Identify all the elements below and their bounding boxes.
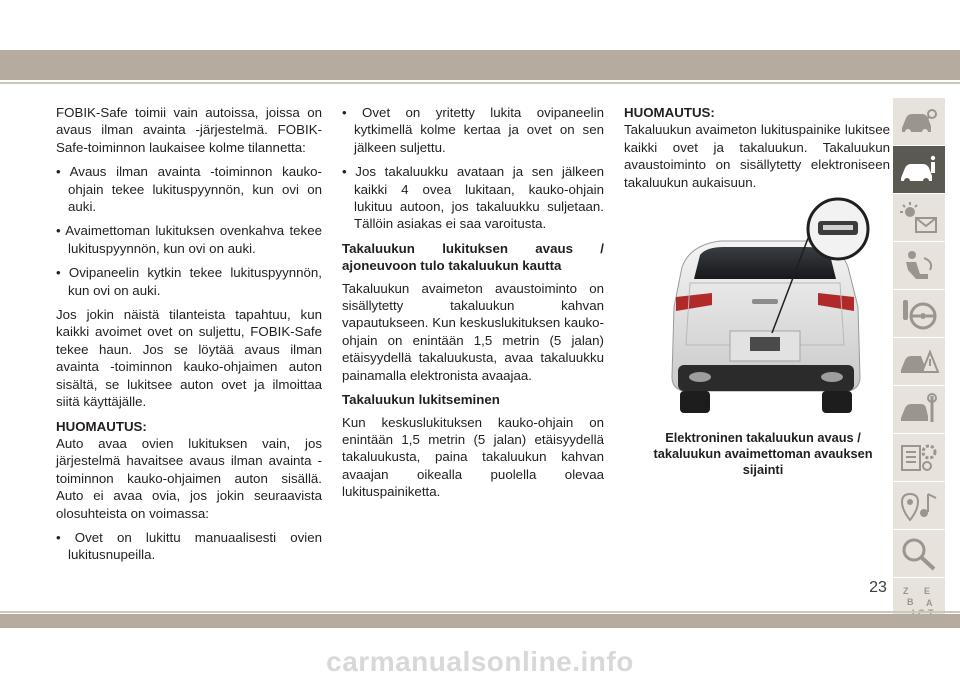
section-heading: Takaluukun lukitseminen [342, 392, 500, 408]
car-info-icon [898, 152, 940, 188]
note-text: Takaluukun avaimeton lukituspainike lukitsee kaikki ovet ja takaluukun. Takaluukun avaustoiminto on sisällytetty elektroniseen takaluukun aukaisuun. [624, 122, 890, 190]
warning-lights-message-icon [898, 200, 940, 236]
tab-emergency[interactable] [893, 338, 945, 385]
svg-text:E: E [924, 585, 931, 596]
note-heading: HUOMAUTUS: [624, 105, 715, 120]
column-2 [342, 104, 604, 508]
svg-text:Z: Z [903, 585, 909, 596]
tab-warning-lights[interactable] [893, 194, 945, 241]
bullet-item: • Avaimettoman lukituksen ovenkahva tekee lukituspyynnön, kun ovi on auki. [56, 223, 322, 256]
note-heading: HUOMAUTUS: [56, 418, 147, 434]
airbag-seat-icon [898, 248, 940, 284]
bullet-item: • Jos takaluukku avataan ja sen jälkeen kaikki 4 ovea lukitaan, kauko-ohjain lukituu autoon, jos takaluukku suljetaan. Tällöin asiakas ei saa varoitusta. [342, 164, 604, 232]
tab-multimedia[interactable] [893, 482, 945, 529]
music-navigation-icon [898, 488, 940, 524]
tab-service[interactable] [893, 386, 945, 433]
tab-car-key[interactable] [893, 98, 945, 145]
bullet-item: • Ovet on yritetty lukita ovipaneelin kytkimellä kolme kertaa ja ovet on sen jälkeen suljettu. [342, 105, 604, 155]
column-3 [624, 104, 890, 198]
tab-car-info[interactable] [893, 146, 945, 193]
header-rule [0, 82, 960, 84]
watermark: carmanualsonline.info [326, 646, 634, 677]
car-service-tools-icon [898, 392, 940, 428]
search-icon [898, 536, 940, 572]
bullet-item: • Ovet on lukittu manuaalisesti ovien lukitusnupeilla. [56, 529, 322, 563]
body-paragraph: Jos jokin näistä tilanteista tapahtuu, kun kaikki avoimet ovet on suljettu, FOBIK-Safe tekee haun. Jos se löytää avaus ilman avainta -toiminnon kauko-ohjaimen auton sisältä, se lukitsee auton ovet ja ilmoittaa siitä käyttäjälle. [56, 307, 322, 410]
section-heading: Takaluukun lukituksen avaus / ajoneuvoon tulo takaluukun kautta [342, 240, 604, 274]
svg-text:A: A [926, 597, 933, 608]
column-1 [56, 104, 322, 571]
note-text: Auto avaa ovien lukituksen vain, jos järjestelmä havaitsee avaus ilman avainta -toiminnon kauko-ohjaimen auton sisällä. Auto ei avaa ovia, jos jokin seuraavista olosuhteista on voimassa: [56, 435, 322, 521]
car-key-icon [898, 104, 940, 140]
svg-text:B: B [907, 596, 914, 607]
body-paragraph: Takaluukun avaimeton avaustoiminto on sisällytetty takaluukun kahvan vapautukseen. Kun keskuslukituksen kauko-ohjain on enintään 1,5 metrin (5 jalan) etäisyydellä takaluukusta, avaa takaluukku painamalla elektronista avaajaa. [342, 280, 604, 383]
tab-safety[interactable] [893, 242, 945, 289]
footer-band [0, 614, 960, 628]
footer-rule [0, 611, 960, 613]
liftgate-photo [660, 197, 872, 419]
roadside-emergency-icon [898, 344, 940, 380]
tab-customer-assistance[interactable] [893, 530, 945, 577]
header-band [0, 50, 960, 80]
body-paragraph: Kun keskuslukituksen kauko-ohjain on enintään 1,5 metrin (5 jalan) etäisyydellä takaluukusta, paina takaluukun kahvan avaajan oikealla puolella olevaa lukituspainiketta. [342, 414, 604, 500]
steering-wheel-icon [898, 296, 940, 332]
intro-paragraph: FOBIK-Safe toimii vain autoissa, joissa on avaus ilman avainta -järjestelmä. FOBIK-Safe-toiminnon laukaisee kolme tilannetta: [56, 105, 322, 155]
tab-maintenance[interactable] [893, 434, 945, 481]
maintenance-settings-icon [898, 440, 940, 476]
page-number: 23 [869, 579, 887, 596]
bullet-item: • Avaus ilman avainta -toiminnon kauko-ohjain tekee lukituspyynnön, kun ovi on auki. [56, 164, 322, 215]
chapter-tabs [893, 98, 945, 626]
tab-starting-operating[interactable] [893, 290, 945, 337]
figure-caption: Elektroninen takaluukun avaus / takaluukun avaimettoman avauksen sijainti [653, 430, 873, 477]
bullet-item: • Ovipaneelin kytkin tekee lukituspyynnön, kun ovi on auki. [56, 265, 322, 298]
